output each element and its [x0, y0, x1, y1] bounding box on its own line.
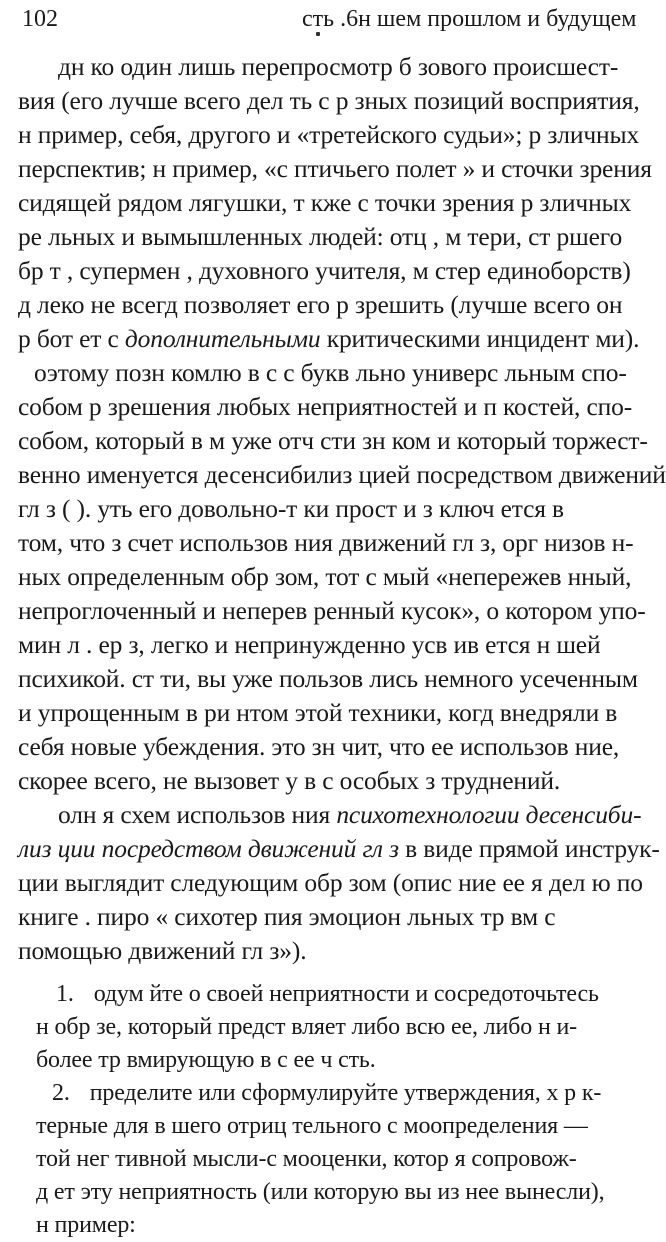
text-line: терные для в шего отриц тельного с моопределения —: [36, 1113, 588, 1139]
text-line: гл з ( ). уть его довольно-т ки прост и з ключ ется в: [18, 494, 564, 523]
text-line: н пример:: [36, 1212, 136, 1238]
text-line: ре льных и вымышленных людей: отц , м тери, ст ршего: [18, 222, 623, 251]
italic-term: психотехнологии десенсиби-: [336, 800, 642, 829]
text-line: ных определенным обр зом, тот с мый «непережев нный,: [18, 562, 632, 591]
italic-term: дополнительными: [124, 324, 321, 353]
text-line: той нег тивной мысли-с мооценки, котор я сопровож-: [36, 1146, 577, 1172]
text-line: сидящей рядом лягушки, т кже с точки зрения р зличных: [18, 188, 632, 217]
text-run: р бот ет с: [18, 324, 125, 353]
running-title: сть .6н шем прошлом и будущем: [302, 6, 637, 32]
text-run: в виде прямой инструк-: [398, 834, 660, 863]
text-line: более тр вмирующую в с ее ч сть.: [36, 1047, 376, 1073]
text-line: перспектив; н пример, «с птичьего полет » и сточки зрения: [18, 154, 652, 183]
paragraph-2: [18, 356, 666, 798]
text-line: венно именуется десенсибилиз цией посредством движений: [18, 460, 666, 489]
paragraph-1: [18, 50, 652, 356]
list-number: 2.: [52, 1080, 70, 1106]
text-line: психикой. ст ти, вы уже пользов лись немного усеченным: [18, 664, 638, 693]
text-line: оэтому позн комлю в с с букв льно универс льным спо-: [34, 358, 627, 387]
text-line: [18, 832, 660, 866]
list-item-first-line: [56, 978, 614, 1011]
italic-term: лиз ции посредством движений гл з: [18, 834, 399, 863]
text-run: олн я схем использов ния: [58, 800, 337, 829]
paragraph-3: [18, 798, 660, 968]
text-line: собом р зрешения любых неприятностей и п костей, спо-: [18, 392, 633, 421]
text-line: н пример, себя, другого и «третейского судьи»; р зличных: [18, 120, 640, 149]
text-line: книге . пиро « сихотер пия эмоцион льных тр вм с: [18, 902, 556, 931]
text-line: [58, 798, 642, 832]
text-run: пределите или сформулируйте утверждения, х р к-: [89, 1080, 602, 1106]
text-line: мин л . ер з, легко и непринужденно усв ив ется н шей: [18, 630, 601, 659]
text-line: [18, 322, 640, 356]
list-item: [36, 1077, 614, 1242]
text-run: одум йте о своей неприятности и сосредоточьтесь: [93, 981, 599, 1007]
text-run: критическими инцидент ми).: [320, 324, 640, 353]
body-text: [18, 50, 666, 1242]
list-item: [36, 978, 614, 1077]
text-line: бр т , супермен , духовного учителя, м стер единоборств): [18, 256, 631, 285]
text-line: дн ко один лишь перепросмотр б зового происшест-: [58, 52, 619, 81]
text-line: ции выглядит следующим обр зом (опис ние ее я дел ю по: [18, 868, 643, 897]
page-header: [22, 4, 637, 34]
text-line: д ет эту неприятность (или которую вы из нее вынесли),: [36, 1179, 605, 1205]
print-speck: [316, 32, 320, 36]
text-line: том, что з счет использов ния движений гл з, орг низов н-: [18, 528, 634, 557]
text-line: скорее всего, не вызовет у в с особых з труднений.: [18, 766, 561, 795]
text-line: помощью движений гл з»).: [18, 936, 307, 965]
text-line: вия (его лучше всего дел ть с р зных позиций восприятия,: [18, 86, 640, 115]
text-line: д леко не всегд позволяет его р зрешить (лучше всего он: [18, 290, 623, 319]
text-line: и упрощенным в ри нтом этой техники, когд внедряли в: [18, 698, 618, 727]
list-number: 1.: [56, 981, 74, 1007]
text-line: собом, который в м уже отч сти зн ком и который торжест-: [18, 426, 648, 455]
list-item-first-line: [52, 1077, 614, 1110]
text-line: н обр зе, который предст вляет либо всю ее, либо н и-: [36, 1014, 578, 1040]
page-number: 102: [22, 6, 58, 32]
numbered-list: [36, 978, 614, 1242]
text-line: непроглоченный и неперев ренный кусок», о котором упо-: [18, 596, 646, 625]
text-line: себя новые убеждения. это зн чит, что ее использов ние,: [18, 732, 620, 761]
